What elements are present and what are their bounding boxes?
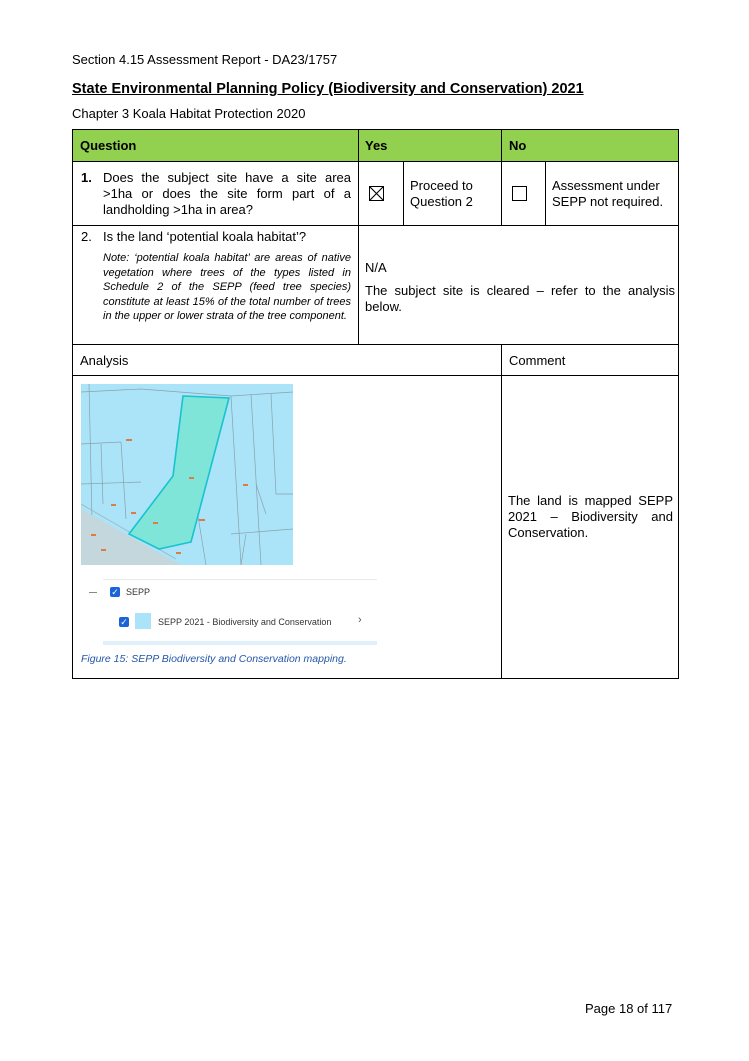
sepp-group-checkbox[interactable]: ✓ [111, 587, 119, 597]
chevron-right-icon[interactable]: › [358, 614, 362, 626]
collapse-dash-icon[interactable] [89, 592, 97, 593]
q1-number: 1. [81, 170, 92, 185]
sepp-layer-checkbox[interactable]: ✓ [120, 617, 128, 627]
header-no: No [501, 130, 678, 161]
page-title: State Environmental Planning Policy (Biodiversity and Conservation) 2021 [72, 81, 584, 97]
figure-caption: Figure 15: SEPP Biodiversity and Conservation mapping. [81, 653, 347, 665]
q1-no-text: Assessment under SEPP not required. [552, 178, 664, 209]
legend-layer-label: SEPP 2021 - Biodiversity and Conservation [158, 617, 332, 627]
q1-no-checkbox[interactable] [512, 186, 527, 201]
sepp-map-image [81, 384, 293, 565]
q1-no-text-cell [545, 161, 678, 225]
comment-header: Comment [509, 353, 566, 368]
cadastral-map [81, 384, 293, 565]
report-header: Section 4.15 Assessment Report - DA23/1757 [72, 52, 338, 67]
legend-panel [103, 579, 377, 645]
header-question: Question [73, 130, 358, 161]
header-yes: Yes [358, 130, 501, 161]
q1-yes-text-cell [403, 161, 501, 225]
analysis-header: Analysis [80, 353, 129, 368]
legend-row-highlight [103, 641, 377, 645]
q1-no-checkbox-cell [501, 161, 545, 225]
q2-note: Note: ‘potential koala habitat’ are areas of native vegetation where trees of the types listed in Schedule 2 of the SEPP (feed tree species) constitute at least 15% of the total number of trees in the upper or lower strata of the tree component. [103, 252, 351, 322]
q2-question-cell [73, 225, 358, 344]
legend-group-label: SEPP [126, 587, 151, 597]
assessment-table [72, 129, 679, 679]
page-number: Page 18 of 117 [585, 1001, 673, 1016]
q1-yes-text: Proceed to Question 2 [410, 178, 473, 209]
q1-question-cell [73, 161, 358, 225]
q2-answer-cell [358, 225, 678, 344]
comment-header-cell [501, 344, 678, 375]
analysis-cell [73, 375, 501, 678]
chapter-title: Chapter 3 Koala Habitat Protection 2020 [72, 106, 306, 121]
checked-cross-icon [370, 187, 383, 200]
q2-answer-detail: The subject site is cleared – refer to the analysis below. [365, 283, 675, 314]
q1-yes-checkbox-cell [358, 161, 403, 225]
q2-number: 2. [81, 229, 92, 244]
q1-yes-checkbox[interactable] [369, 186, 384, 201]
analysis-header-cell [73, 344, 501, 375]
q1-text: Does the subject site have a site area >1ha or does the site form part of a landholding >1ha in area? [103, 170, 351, 217]
q2-text: Is the land ‘potential koala habitat’? [103, 229, 307, 244]
comment-text: The land is mapped SEPP 2021 – Biodiversity and Conservation. [508, 493, 673, 540]
layer-swatch [135, 613, 151, 629]
q2-answer: N/A [365, 260, 387, 275]
comment-cell [501, 375, 678, 678]
